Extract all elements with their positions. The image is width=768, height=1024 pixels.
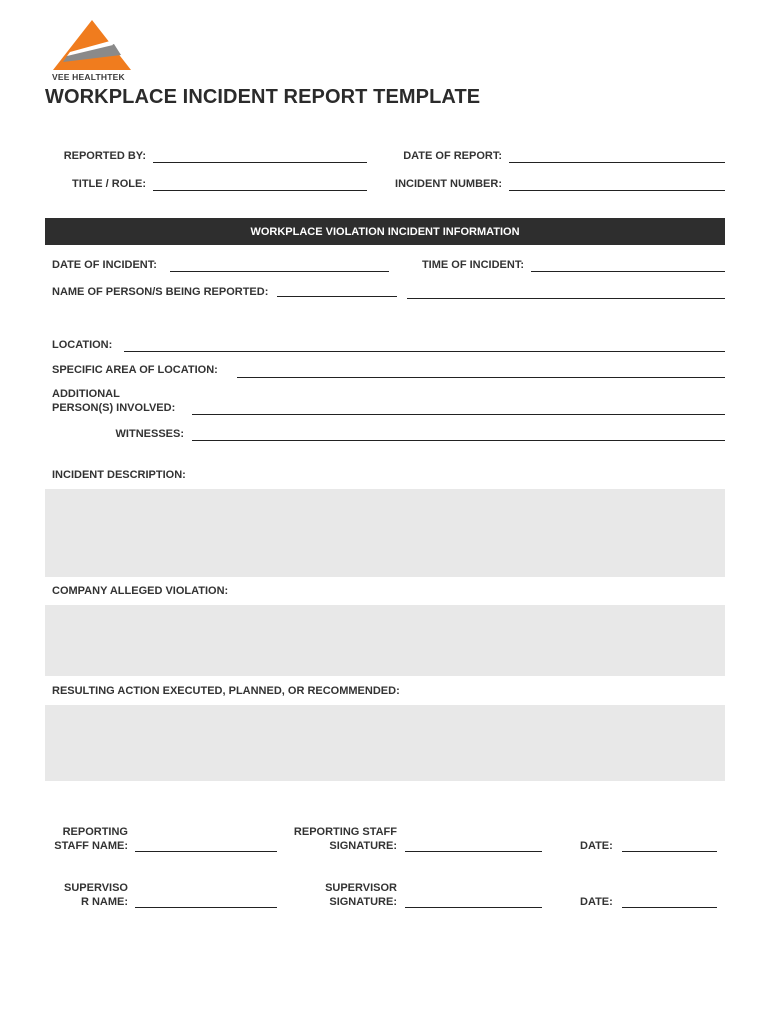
supervisor-name-label-2: R NAME:: [80, 896, 128, 908]
incident-number-field[interactable]: [509, 190, 725, 191]
incident-number-label: INCIDENT NUMBER:: [395, 178, 502, 190]
additional-persons-label-2: PERSON(S) INVOLVED:: [52, 402, 176, 414]
reporting-staff-signature-label-2: SIGNATURE:: [329, 840, 397, 852]
alleged-violation-box[interactable]: [45, 605, 725, 676]
date-of-incident-label: DATE OF INCIDENT:: [52, 259, 157, 271]
reporting-staff-name-label-2: STAFF NAME:: [54, 840, 128, 852]
reporting-staff-signature-label-1: REPORTING STAFF: [293, 826, 397, 838]
supervisor-signature-label-1: SUPERVISOR: [325, 882, 397, 894]
date-of-report-label: DATE OF REPORT:: [403, 150, 502, 162]
supervisor-date-label: DATE:: [580, 896, 613, 908]
additional-persons-field[interactable]: [192, 414, 725, 415]
incident-description-label: INCIDENT DESCRIPTION:: [52, 469, 186, 481]
title-role-field[interactable]: [153, 190, 367, 191]
date-of-incident-field[interactable]: [170, 271, 389, 272]
reported-by-label: REPORTED BY:: [63, 150, 146, 162]
additional-persons-label-1: ADDITIONAL: [52, 388, 120, 400]
date-of-report-field[interactable]: [509, 162, 725, 163]
resulting-action-box[interactable]: [45, 705, 725, 781]
supervisor-signature-field[interactable]: [405, 907, 542, 908]
supervisor-name-field[interactable]: [135, 907, 277, 908]
title-role-label: TITLE / ROLE:: [72, 178, 146, 190]
incident-description-box[interactable]: [45, 489, 725, 577]
alleged-violation-label: COMPANY ALLEGED VIOLATION:: [52, 585, 229, 597]
witnesses-field[interactable]: [192, 440, 725, 441]
section-banner: WORKPLACE VIOLATION INCIDENT INFORMATION: [45, 218, 725, 245]
resulting-action-label: RESULTING ACTION EXECUTED, PLANNED, OR RECOMMENDED:: [52, 685, 400, 697]
specific-area-label: SPECIFIC AREA OF LOCATION:: [52, 364, 218, 376]
reporting-staff-signature-field[interactable]: [405, 851, 542, 852]
reporting-staff-name-field[interactable]: [135, 851, 277, 852]
persons-reported-label: NAME OF PERSON/S BEING REPORTED:: [52, 286, 269, 298]
witnesses-label: WITNESSES:: [115, 428, 184, 440]
reporting-date-field[interactable]: [622, 851, 717, 852]
location-field[interactable]: [124, 351, 725, 352]
reported-by-field[interactable]: [153, 162, 367, 163]
supervisor-signature-label-2: SIGNATURE:: [329, 896, 397, 908]
page-title: WORKPLACE INCIDENT REPORT TEMPLATE: [45, 86, 481, 108]
persons-reported-field-1[interactable]: [277, 296, 397, 297]
time-of-incident-label: TIME OF INCIDENT:: [421, 259, 524, 271]
persons-reported-field-2[interactable]: [407, 298, 725, 299]
triangle-logo-icon: [50, 18, 134, 74]
reporting-staff-name-label-1: REPORTING: [62, 826, 128, 838]
logo-text: VEE HEALTHTEK: [52, 72, 125, 82]
specific-area-field[interactable]: [237, 377, 725, 378]
reporting-date-label: DATE:: [580, 840, 613, 852]
supervisor-name-label-1: SUPERVISO: [64, 882, 128, 894]
time-of-incident-field[interactable]: [531, 271, 725, 272]
supervisor-date-field[interactable]: [622, 907, 717, 908]
location-label: LOCATION:: [52, 339, 113, 351]
